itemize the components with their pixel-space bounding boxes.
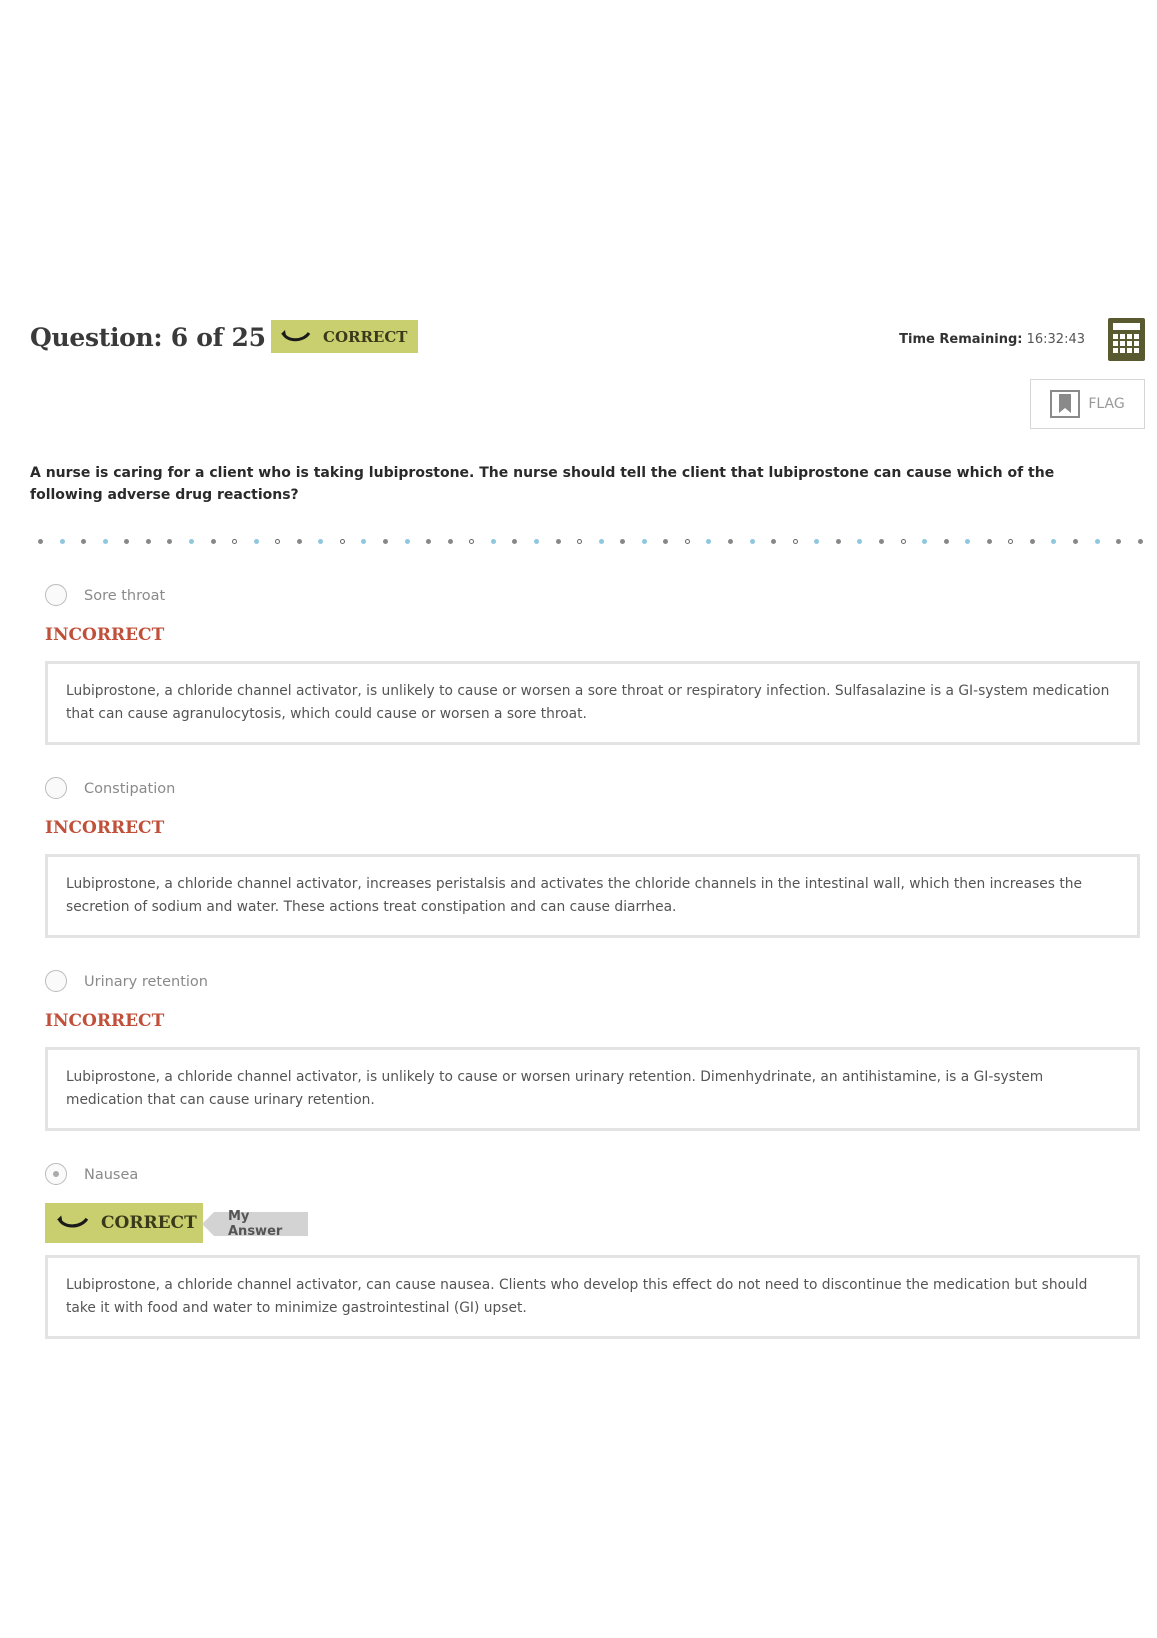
option-label: Constipation [84, 781, 176, 797]
divider-dots [38, 537, 1143, 545]
rationale-box: Lubiprostone, a chloride channel activator, is unlikely to cause or worsen a sore throat or respiratory infection. Sulfasalazine is a GI-system medication that can cause agranulocytosis, which could cause or worsen a sore throat. [45, 661, 1140, 745]
question-header [30, 318, 1157, 366]
radio-button[interactable] [45, 777, 67, 799]
flag-label: FLAG [1088, 396, 1125, 412]
option-row-constipation[interactable] [45, 777, 1140, 805]
radio-button[interactable] [45, 584, 67, 606]
status-correct-row [45, 1203, 1140, 1243]
question-counter: Question: 6 of 25 [30, 323, 266, 352]
correct-badge-label: CORRECT [101, 1213, 197, 1233]
option-row-sore-throat[interactable] [45, 584, 1140, 612]
radio-button[interactable] [45, 970, 67, 992]
result-badge [271, 320, 418, 353]
status-incorrect: INCORRECT [45, 625, 165, 645]
bookmark-icon [1050, 390, 1080, 418]
answer-option [45, 584, 1140, 745]
rationale-box: Lubiprostone, a chloride channel activator, increases peristalsis and activates the chloride channels in the intestinal wall, which then increases the secretion of sodium and water. These actions treat constipation and can cause diarrhea. [45, 854, 1140, 938]
time-remaining-label: Time Remaining: [899, 332, 1023, 347]
status-incorrect: INCORRECT [45, 1011, 165, 1031]
answer-option [45, 777, 1140, 938]
swoosh-icon [281, 330, 311, 344]
option-label: Sore throat [84, 588, 166, 604]
my-answer-tag: My Answer [214, 1212, 308, 1236]
answer-option [45, 1163, 1140, 1339]
option-label: Urinary retention [84, 974, 208, 990]
result-badge-label: CORRECT [323, 327, 408, 346]
swoosh-icon [57, 1215, 89, 1231]
flag-button[interactable] [1030, 379, 1145, 429]
status-incorrect: INCORRECT [45, 818, 165, 838]
option-row-urinary-retention[interactable] [45, 970, 1140, 998]
question-text: A nurse is caring for a client who is taking lubiprostone. The nurse should tell the client that lubiprostone can cause which of the following adverse drug reactions? [30, 465, 1055, 503]
time-remaining [899, 332, 1085, 347]
calculator-icon[interactable] [1108, 318, 1145, 361]
rationale-box: Lubiprostone, a chloride channel activator, can cause nausea. Clients who develop this effect do not need to discontinue the medication but should take it with food and water to minimize gastrointestinal (GI) upset. [45, 1255, 1140, 1339]
time-remaining-value: 16:32:43 [1026, 332, 1085, 347]
correct-badge [45, 1203, 203, 1243]
option-row-nausea[interactable] [45, 1163, 1140, 1191]
option-label: Nausea [84, 1167, 139, 1183]
rationale-box: Lubiprostone, a chloride channel activator, is unlikely to cause or worsen urinary retention. Dimenhydrinate, an antihistamine, is a GI-system medication that can cause urinary retention. [45, 1047, 1140, 1131]
answer-option [45, 970, 1140, 1131]
radio-button-selected[interactable] [45, 1163, 67, 1185]
